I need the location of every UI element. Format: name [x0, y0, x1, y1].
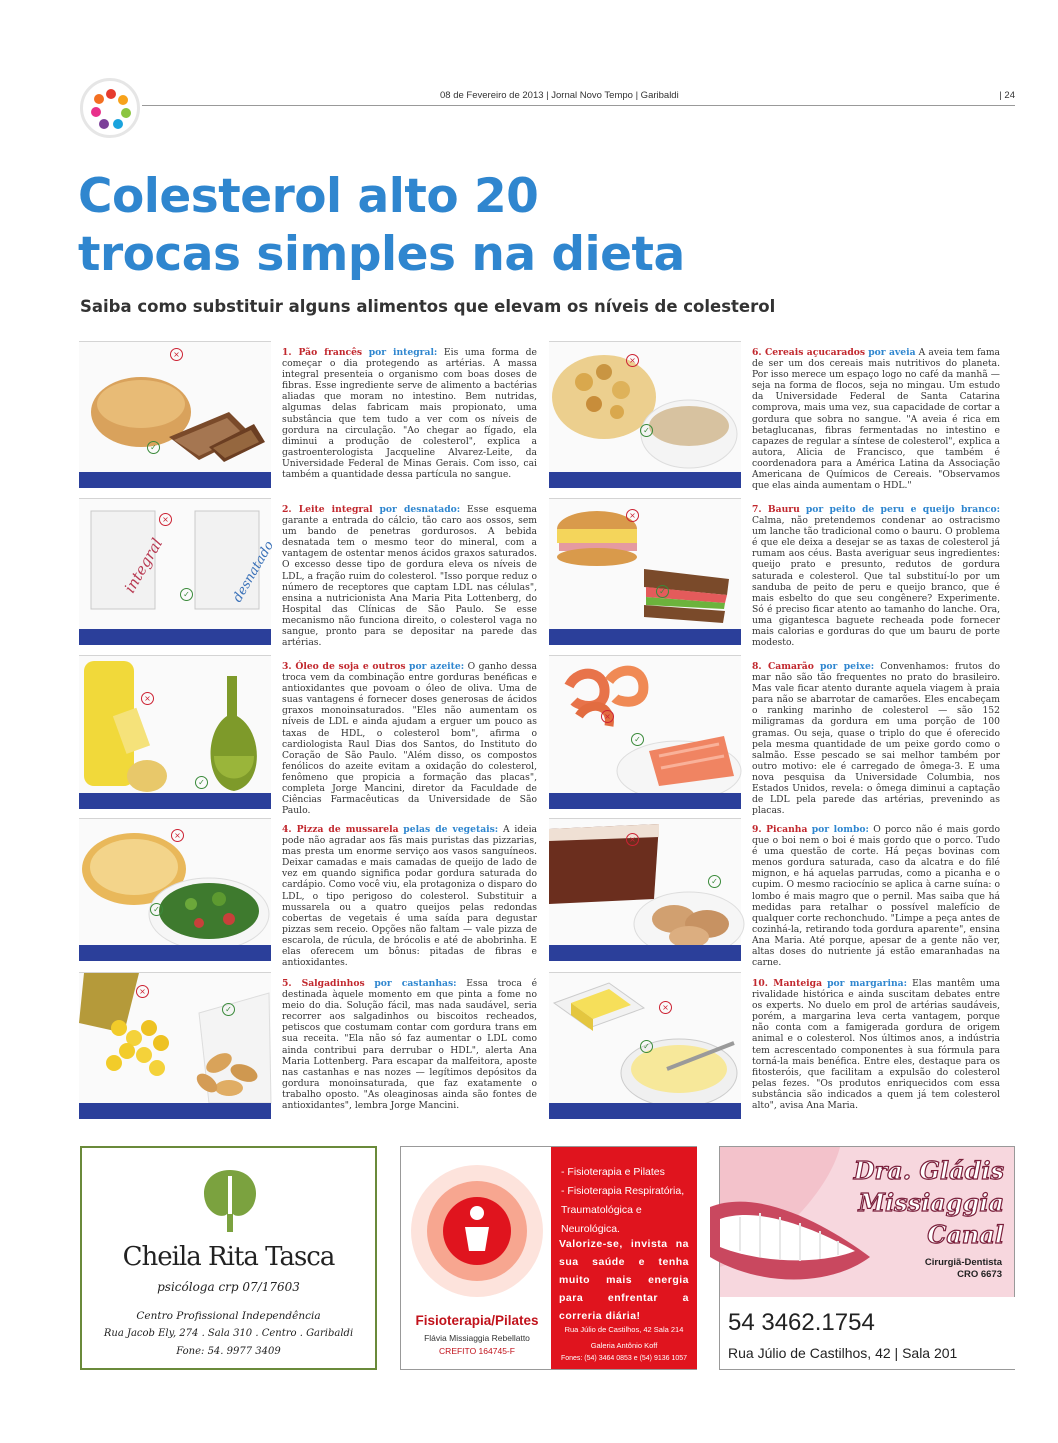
ad3-contact-band [720, 1297, 1016, 1369]
tip-swap-in: por lombo: [811, 824, 869, 835]
ad2-person: Flávia Missiaggia Rebellatto [424, 1333, 530, 1343]
tip-swap-in: por azeite: [409, 661, 465, 672]
tip-7 [549, 498, 1000, 649]
tree-logo-icon [197, 1162, 263, 1234]
ad-psychologist[interactable] [80, 1146, 377, 1370]
tip-body: Elas mantêm uma rivalidade histórica e ainda suscitam debates entre os experts. No duelo em prol de artérias saudáveis, porém, a margarina leva certa vantagem, porque não conta com a famigerada gordura de origem animal e o colesterol. Nos últimos anos, a indústria tem acrescentado componentes à sua fórmula para torná-la mais benéfica. Entre eles, destaque para os fitosteróis, que facilitam a expulsão do colesterol pelas fezes. "Os produtos enriquecidos com essa substância são indicados a quem já tem colesterol alto", avisa Ana Maria. [752, 978, 1001, 1112]
tip-swap-out: 4. Pizza de mussarela [282, 824, 399, 835]
item-color-bar [549, 793, 741, 809]
approve-mark-icon: ✓ [180, 588, 193, 601]
header-meta: 08 de Fevereiro de 2013 | Jornal Novo Tempo | Garibaldi [440, 90, 679, 101]
ad2-address: Rua Júlio de Castilhos, 42 Sala 214 [564, 1325, 684, 1334]
tip-swap-out: 8. Camarão [752, 661, 814, 672]
ad2-brand: Fisioterapia/Pilates [415, 1313, 539, 1328]
tip-swap-out: 3. Óleo de soja e outros [282, 661, 406, 672]
remove-mark-icon: × [141, 692, 154, 705]
item-color-bar [79, 945, 271, 961]
tip-swap-out: 2. Leite integral [282, 504, 373, 515]
sandwich-image [549, 498, 741, 645]
tip-6 [549, 341, 1001, 492]
cereal-image [549, 341, 741, 488]
tip-swap-in: por peixe: [819, 661, 875, 672]
ad2-crefito: CREFITO 164745-F [439, 1346, 515, 1356]
ad3-name-line1: Dra. Gládis [853, 1156, 1004, 1185]
ad1-phone: Fone: 54. 9977 3409 [176, 1346, 281, 1357]
remove-mark-icon: × [659, 1001, 672, 1014]
ad3-name-line2: Missiaggia [858, 1188, 1004, 1217]
ad1-role: psicóloga crp 07/17603 [157, 1280, 300, 1294]
approve-mark-icon: ✓ [708, 875, 721, 888]
remove-mark-icon: × [159, 513, 172, 526]
approve-mark-icon: ✓ [656, 585, 669, 598]
tip-swap-out: 7. Bauru [752, 504, 800, 515]
item-color-bar [549, 629, 741, 645]
tip-body: Calma, não pretendemos condenar ao ostracismo um lanche tão tradicional como o bauru. O problema é que ele deixa a desejar se as taxas de colesterol já rumam aos céus. Basta averiguar seus ingredientes: queijo prato e presunto, redutos de gordura saturada e colesterol. Que tal substituí-lo por um sanduba de peito de peru e queijo branco, que é mais esbelto do que seu congênere? Experimente. Só é preciso ficar atento ao tamanho do lanche. Ora, uma gigantesca baguete recheada pode fornecer mais calorias e gorduras do que um bauru de porte modesto. [752, 515, 1000, 649]
carton-label-integral: integral [120, 535, 167, 597]
newspaper-logo-icon [80, 78, 140, 138]
approve-mark-icon: ✓ [150, 903, 163, 916]
tip-9 [549, 818, 1001, 969]
item-color-bar [79, 793, 271, 809]
item-color-bar [549, 945, 741, 961]
headline [78, 168, 685, 284]
tip-swap-in: por integral: [368, 347, 438, 358]
tip-text [752, 661, 1000, 816]
ad3-role: Cirurgiã-Dentista [924, 1257, 1002, 1268]
remove-mark-icon: × [171, 829, 184, 842]
header-rule [142, 105, 1015, 106]
page-number: | 24 [999, 90, 1015, 101]
remove-mark-icon: × [626, 509, 639, 522]
bread-image [79, 341, 271, 488]
tip-body: O porco não é mais gordo que o boi nem o boi é mais gordo que o porco. Tudo é uma questão de corte. Há peças bovinas com menos gordura saturada, caso da alcatra e do filé mignon, e há aquelas parrudas, como a picanha e o cupim. O mesmo raciocínio se aplica à carne suína: o lombo é mais magro que o pernil. Mas saiba que há medidas para retalhar o possível malefício de qualquer corte rechonchudo. "Limpe a peça antes de cozinhá-la, retirando toda gordura aparente", ensina Ana Maria. Até porque, apesar de a gente não ver, altas doses do nutriente já estão emaranhadas na carne. [752, 824, 1001, 969]
tip-3 [79, 655, 537, 817]
snacks-nuts-image [79, 972, 271, 1119]
ad3-cro: CRO 6673 [957, 1269, 1002, 1280]
pizza-image [79, 818, 271, 961]
ad1-center: Centro Profissional Independência [136, 1310, 321, 1322]
tip-swap-out: 9. Picanha [752, 824, 808, 835]
remove-mark-icon: × [170, 348, 183, 361]
tip-1 [79, 341, 537, 487]
ad2-phones: Fones: (54) 3464 0853 e (54) 9136 1057 [560, 1355, 688, 1362]
physio-logo-icon [405, 1161, 549, 1301]
tip-swap-in: por desnatado: [379, 504, 461, 515]
ad2-service-2: - Fisioterapia Respiratória, Traumatológica e Neurológica. [561, 1185, 685, 1235]
item-color-bar [79, 472, 271, 488]
tip-2 [79, 498, 538, 649]
tip-text [752, 347, 1000, 491]
ad3-phone: 54 3462.1754 [728, 1309, 875, 1336]
tip-text [282, 978, 537, 1111]
item-color-bar [79, 1103, 271, 1119]
approve-mark-icon: ✓ [195, 776, 208, 789]
headline-line2: trocas simples na dieta [78, 227, 685, 282]
item-color-bar [549, 1103, 741, 1119]
ad1-name: Cheila Rita Tasca [122, 1242, 335, 1272]
tip-swap-out: 5. Salgadinhos [282, 978, 365, 989]
tip-swap-in: por aveia [868, 347, 916, 358]
tip-swap-out: 6. Cereais açucarados [752, 347, 866, 358]
tip-text [752, 504, 1000, 648]
meat-image [549, 818, 741, 961]
tip-swap-in: por margarina: [827, 978, 908, 989]
tip-body: Essa troca é destinada àquele momento em que pinta a fome no meio do dia. Solução fácil, mas nada saudável, seria recorrer aos salgadinhos ou biscoitos recheados, petiscos que costumam contar com gordura trans em sua receita. "Ela não só faz aumentar o LDL como ainda contribui para derrubar o HDL", alerta Ana Maria Lottenberg. Para escapar da malfeitora, aposte nas castanhas e nas nozes — legítimos depósitos da gordura monoinsaturada, que faz exatamente o trabalho oposto. "As oleaginosas ainda são fontes de antioxidantes", lembra Jorge Mancini. [282, 978, 538, 1112]
milk-cartons-image [79, 498, 278, 645]
tip-body: Convenhamos: frutos do mar não são tão frequentes no prato do brasileiro. Mas vale ficar atento durante aquela viagem à praia para não se abarrotar de camarões. Eles encabeçam o ranking marinho de colesterol — são 152 miligramas da gordura em uma porção de 100 gramas. Ou seja, quase o triplo do que é oferecido pela mesma quantidade de um peixe gordo como o salmão. Esse pescado se sai melhor também por outro motivo: ele é carregado de ômega-3. E uma nova pesquisa da Universidade Columbia, nos Estados Unidos, revela: o ômega diminui a captação de LDL pela parede das artérias, prevenindo as placas. [752, 661, 1001, 817]
tip-swap-in: por castanhas: [374, 978, 457, 989]
tip-text [752, 978, 1000, 1111]
remove-mark-icon: × [601, 710, 614, 723]
tip-body: Eis uma forma de começar o dia protegendo as artérias. A massa integral presenteia o organismo com boas doses de fibras. Esse ingrediente serve de alimento a bactérias aliadas que moram no intestino. Bem nutridas, algumas delas fabricam mais propionato, uma substância que tem tudo a ver com os níveis de gordura na circulação. "Ao chegar ao fígado, ela diminui a produção de colesterol", explica a gastroenterologista Jacqueline Alvarez-Leite, da Universidade Federal de Minas Gerais. Com isso, cai também a quantidade dessa partícula no sangue. [282, 347, 537, 481]
approve-mark-icon: ✓ [631, 733, 644, 746]
tip-text [282, 824, 537, 968]
approve-mark-icon: ✓ [640, 1040, 653, 1053]
butter-margarine-image [549, 972, 741, 1119]
ad1-address: Rua Jacob Ely, 274 . Sala 310 . Centro . Garibaldi [103, 1328, 354, 1339]
oil-image [79, 655, 271, 809]
item-color-bar [79, 629, 271, 645]
ad3-name-line3: Canal [927, 1220, 1004, 1249]
tip-swap-out: 1. Pão francês [282, 347, 363, 358]
tip-body: Esse esquema garante a entrada do cálcio, tão caro aos ossos, sem um bando de penetras gordurosos. A bebida desnatada tem o mesmo teor do mineral, com a vantagem de ostentar menos ácidos graxos saturados. O excesso desse tipo de gordura eleva os níveis de LDL, a fração ruim do colesterol. "Isso porque reduz o número de receptores que captam LDL nas células", ensina a nutricionista Ana Maria Pita Lottenberg, do Hospital das Clínicas de São Paulo. Se esse mecanismo não funciona direito, o colesterol vaga no sangue, pronto para se depositar na parede das artérias. [282, 504, 538, 649]
headline-line1: Colesterol alto 20 [78, 169, 539, 224]
ad-dentist[interactable] [719, 1146, 1015, 1370]
tip-swap-in: por peito de peru e queijo branco: [805, 504, 1000, 515]
ad3-address: Rua Júlio de Castilhos, 42 | Sala 201 [728, 1345, 958, 1361]
tip-8 [549, 655, 1001, 817]
approve-mark-icon: ✓ [640, 424, 653, 437]
item-color-bar [549, 472, 741, 488]
tip-5 [79, 972, 537, 1118]
tip-text [752, 824, 1000, 968]
tip-swap-out: 10. Manteiga [752, 978, 823, 989]
remove-mark-icon: × [626, 354, 639, 367]
tip-4 [79, 818, 538, 969]
subheadline: Saiba como substituir alguns alimentos que elevam os níveis de colesterol [80, 297, 776, 316]
ad2-red-panel [551, 1147, 697, 1369]
tip-text [282, 504, 537, 648]
tip-text [282, 661, 537, 816]
page-header [80, 78, 1015, 128]
tip-10 [549, 972, 999, 1118]
tip-body: A aveia tem fama de ser um dos cereais mais nutritivos do planeta. Por isso merece um espaço logo no café da manhã — seja na forma de flocos, seja no mingau. Um estudo da Universidade Federal de Santa Catarina comprova, mais uma vez, sua capacidade de cortar a gordura que sobra no sangue. "A aveia é rica em betaglucanas, fibras fermentadas no intestino e capazes de regular a síntese de colesterol", explica a autora, Alicia de Francisco, que também é coordenadora para a América Latina da Associação Americana de Químicos de Cereais. "Observamos que elas ainda aumentam o HDL." [752, 347, 1001, 492]
approve-mark-icon: ✓ [222, 1003, 235, 1016]
remove-mark-icon: × [626, 833, 639, 846]
shrimp-salmon-image [549, 655, 741, 809]
ad2-service-1: - Fisioterapia e Pilates [561, 1166, 665, 1178]
ad2-slogan: Valorize-se, invista na sua saúde e tenha muito mais energia para enfrentar a correria diária! [559, 1238, 689, 1322]
tip-body: O ganho dessa troca vem da combinação entre gorduras benéficas e antioxidantes que povoam o óleo de oliva. Uma de suas vantagens é fornecer doses generosas de ácidos graxos monoinsaturados. "Eles não aumentam os níveis de LDL e ainda ajudam a erguer um pouco as taxas de HDL, o colesterol bom", afirma o cardiologista Raul Dias dos Santos, do Instituto do Coração de São Paulo. "Além disso, os compostos fenólicos do azeite evitam a oxidação do colesterol, fenômeno que propicia a formação das placas", completa Jorge Mancini, diretor da Faculdade de Ciências Farmacêuticas da Universidade de São Paulo. [282, 661, 537, 817]
ad2-gallery: Galeria Antônio Koff [590, 1341, 658, 1350]
tip-body: A ideia pode não agradar aos fãs mais puristas das pizzarias, mas presta um enorme serviço aos vasos sanguíneos. Deixar camadas e mais camadas de queijo de lado de vez em quando significa podar gordura saturada do cardápio. Como você viu, ela protagoniza o disparo do LDL, o tipo perigoso do colesterol. Substituir a mussarela ou a quatro queijos pelas redondas cobertas de vegetais é uma saída para degustar pizzas sem receio. Opções não faltam — vale pizza de escarola, de rúcula, de brócolis e até de abobrinha. E elas oferecem um bônus: pitadas de fibras e antioxidantes. [282, 824, 538, 969]
carton-label-desnatado: desnatado [230, 538, 278, 605]
tip-text [282, 347, 537, 480]
ad3-name [854, 1155, 1004, 1251]
tip-swap-in: pelas de vegetais: [403, 824, 499, 835]
remove-mark-icon: × [136, 985, 149, 998]
ad-physiotherapy[interactable] [400, 1146, 697, 1370]
approve-mark-icon: ✓ [147, 441, 160, 454]
